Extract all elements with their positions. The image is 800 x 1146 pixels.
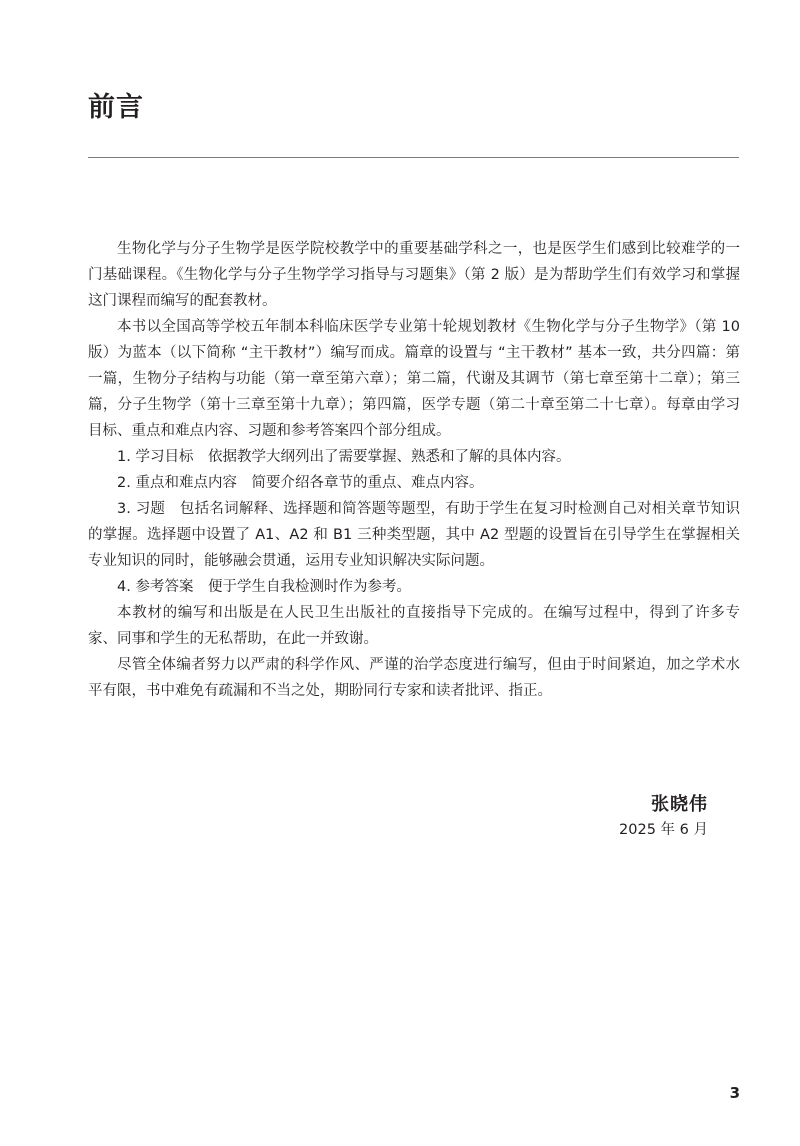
paragraph-basis: 本书以全国高等学校五年制本科临床医学专业第十轮规划教材《生物化学与分子生物学》（第 10 版）为蓝本（以下简称 “主干教材”）编写而成。篇章的设置与 “主干教材” 基本一致，共分四篇：第一篇，生物分子结构与功能（第一章至第六章）；第二篇，代谢及其调节（第七章至第十二章）；第三篇，分子生物学（第十三章至第十九章）；第四篇，医学专题（第二十章至第二十七章）。每章由学习目标、重点和难点内容、习题和参考答案四个部分组成。 — [88, 319, 740, 439]
preface-body — [88, 236, 740, 704]
paragraph-item-objectives: 1. 学习目标 依据教学大纲列出了需要掌握、熟悉和了解的具体内容。 — [117, 449, 571, 465]
paragraph-intro: 生物化学与分子生物学是医学院校教学中的重要基础学科之一，也是医学生们感到比较难学的一门基础课程。《生物化学与分子生物学学习指导与习题集》（第 2 版）是为帮助学生们有效学习和掌握这门课程而编写的配套教材。 — [88, 241, 740, 309]
title-divider — [88, 157, 739, 158]
paragraph-closing: 尽管全体编者努力以严肃的科学作风、严谨的治学态度进行编写，但由于时间紧迫，加之学术水平有限，书中难免有疏漏和不当之处，期盼同行专家和读者批评、指正。 — [88, 657, 740, 699]
paragraph-acknowledgement: 本教材的编写和出版是在人民卫生出版社的直接指导下完成的。在编写过程中，得到了许多专家、同事和学生的无私帮助，在此一并致谢。 — [88, 605, 740, 647]
signature-date: 2025 年 6 月 — [619, 822, 708, 838]
paragraph-item-exercises: 3. 习题 包括名词解释、选择题和简答题等题型，有助于学生在复习时检测自己对相关章节知识的掌握。选择题中设置了 A1、A2 和 B1 三种类型题，其中 A2 型题的设置旨在引导学生在掌握相关专业知识的同时，能够融会贯通，运用专业知识解决实际问题。 — [88, 501, 740, 569]
signature-block — [619, 792, 708, 842]
author-name: 张晓伟 — [651, 794, 708, 815]
page-number: 3 — [729, 1084, 740, 1102]
paragraph-item-key-points: 2. 重点和难点内容 简要介绍各章节的重点、难点内容。 — [117, 475, 484, 491]
paragraph-item-answers: 4. 参考答案 便于学生自我检测时作为参考。 — [117, 579, 411, 595]
page-title: 前言 — [88, 92, 144, 123]
